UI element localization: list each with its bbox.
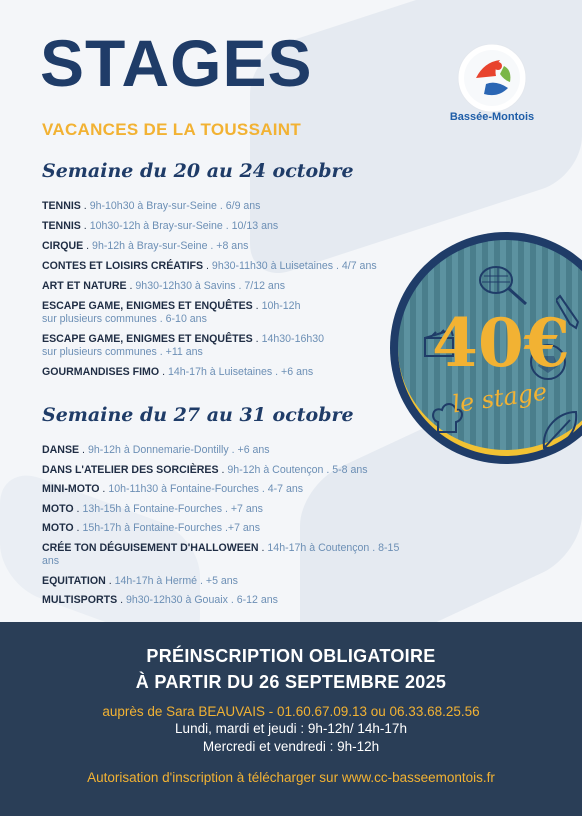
list-item: MOTO . 15h-17h à Fontaine-Fourches .+7 ans <box>42 522 260 535</box>
activity-name: CRÉE TON DÉGUISEMENT D'HALLOWEEN <box>42 541 259 554</box>
activity-name: CIRQUE <box>42 240 84 252</box>
list-item: GOURMANDISES FIMO . 14h-17h à Luisetaines . +6 ans <box>42 366 314 378</box>
activity-list <box>42 444 402 607</box>
activity-name: ESCAPE GAME, ENIGMES ET ENQUÊTES <box>42 333 253 345</box>
price-label: le stage <box>450 377 549 419</box>
activity-name: CONTES ET LOISIRS CRÉATIFS <box>42 260 204 272</box>
list-item: DANS L'ATELIER DES SORCIÈRES . 9h-12h à Coutençon . 5-8 ans <box>42 463 368 476</box>
activity-detail: 9h30-12h30 à Savins . 7/12 ans <box>135 280 286 292</box>
activity-detail: 9h-12h à Donnemarie-Dontilly . +6 ans <box>87 444 270 456</box>
activity-detail: 9h30-11h30 à Luisetaines . 4/7 ans <box>211 260 377 272</box>
activity-detail: 10h-12h <box>261 300 301 312</box>
activity-name: MOTO <box>42 522 74 535</box>
footer-heading: PRÉINSCRIPTION OBLIGATOIRE <box>146 646 436 666</box>
list-item: ESCAPE GAME, ENIGMES ET ENQUÊTES . 10h-12h sur plusieurs communes . 6-10 ans <box>42 300 402 326</box>
page-title: STAGES <box>40 26 313 100</box>
activity-name: TENNIS <box>42 220 81 232</box>
price-value: 40€ <box>432 304 570 382</box>
activity-detail: 9h30-12h30 à Gouaix . 6-12 ans <box>125 594 278 607</box>
activity-detail: 14h-17h à Coutençon . 8-15 ans <box>42 541 400 567</box>
activity-detail: 15h-17h à Fontaine-Fourches .+7 ans <box>82 522 260 535</box>
contact-info: auprès de Sara BEAUVAIS - 01.60.67.09.13 ou 06.33.68.25.56 <box>102 704 480 719</box>
activity-name: MINI-MOTO <box>42 483 100 496</box>
activity-name: DANS L'ATELIER DES SORCIÈRES <box>42 463 219 476</box>
footer-heading: À PARTIR DU 26 SEPTEMBRE 2025 <box>135 672 447 692</box>
tennis-racket-icon <box>476 262 532 310</box>
download-info[interactable]: Autorisation d'inscription à télécharger sur www.cc-basseemontois.fr <box>87 770 495 785</box>
activity-detail-line2: sur plusieurs communes . 6-10 ans <box>42 313 207 325</box>
list-item: DANSE . 9h-12h à Donnemarie-Dontilly . +6 ans <box>42 444 270 456</box>
list-item: ART ET NATURE . 9h30-12h30 à Savins . 7/12 ans <box>42 280 286 292</box>
list-item: TENNIS . 10h30-12h à Bray-sur-Seine . 10/13 ans <box>42 220 279 232</box>
activity-detail: 10h30-12h à Bray-sur-Seine . 10/13 ans <box>89 220 279 232</box>
opening-hours: Mercredi et vendredi : 9h-12h <box>202 739 380 754</box>
bassee-montois-logo <box>446 44 538 124</box>
activity-detail-line2: sur plusieurs communes . +11 ans <box>42 346 203 358</box>
opening-hours: Lundi, mardi et jeudi : 9h-12h/ 14h-17h <box>175 721 407 736</box>
list-item: MULTISPORTS . 9h30-12h30 à Gouaix . 6-12 ans <box>42 594 278 607</box>
activity-detail: 9h-12h à Bray-sur-Seine . +8 ans <box>92 240 249 252</box>
list-item: MOTO . 13h-15h à Fontaine-Fourches . +7 ans <box>42 502 263 515</box>
leaf-icon <box>540 408 580 452</box>
activity-name: EQUITATION <box>42 574 106 587</box>
list-item: TENNIS . 9h-10h30 à Bray-sur-Seine . 6/9 ans <box>42 200 261 212</box>
activity-name: TENNIS <box>42 200 81 212</box>
list-item: CIRQUE . 9h-12h à Bray-sur-Seine . +8 ans <box>42 240 249 252</box>
activity-detail: 14h30-16h30 <box>261 333 325 345</box>
list-item: MINI-MOTO . 10h-11h30 à Fontaine-Fourches . 4-7 ans <box>42 483 304 496</box>
activity-detail: 14h-17h à Hermé . +5 ans <box>114 574 238 587</box>
activity-name: MULTISPORTS <box>42 594 118 607</box>
list-item: CONTES ET LOISIRS CRÉATIFS . 9h30-11h30 à Luisetaines . 4/7 ans <box>42 260 377 272</box>
activity-detail: 9h-12h à Coutençon . 5-8 ans <box>227 463 368 476</box>
week-heading: Semaine du 27 au 31 octobre <box>42 404 354 426</box>
registration-footer <box>0 622 582 816</box>
list-item: EQUITATION . 14h-17h à Hermé . +5 ans <box>42 574 238 587</box>
page-subtitle: VACANCES DE LA TOUSSAINT <box>42 120 302 139</box>
list-item: ESCAPE GAME, ENIGMES ET ENQUÊTES . 14h30-16h30 sur plusieurs communes . +11 ans <box>42 333 402 359</box>
activity-detail: 10h-11h30 à Fontaine-Fourches . 4-7 ans <box>108 483 304 496</box>
activity-name: DANSE <box>42 444 80 456</box>
activity-name: GOURMANDISES FIMO <box>42 366 160 378</box>
week-heading: Semaine du 20 au 24 octobre <box>42 160 354 182</box>
list-item: CRÉE TON DÉGUISEMENT D'HALLOWEEN . 14h-17h à Coutençon . 8-15 ans <box>42 541 400 567</box>
activity-name: ESCAPE GAME, ENIGMES ET ENQUÊTES <box>42 300 253 312</box>
activity-detail: 14h-17h à Luisetaines . +6 ans <box>167 366 314 378</box>
activity-list <box>42 200 402 379</box>
activity-detail: 9h-10h30 à Bray-sur-Seine . 6/9 ans <box>89 200 261 212</box>
activity-name: MOTO <box>42 502 74 515</box>
activity-name: ART ET NATURE <box>42 280 127 292</box>
logo-text: Bassée-Montois <box>449 111 535 123</box>
activity-detail: 13h-15h à Fontaine-Fourches . +7 ans <box>82 502 263 515</box>
